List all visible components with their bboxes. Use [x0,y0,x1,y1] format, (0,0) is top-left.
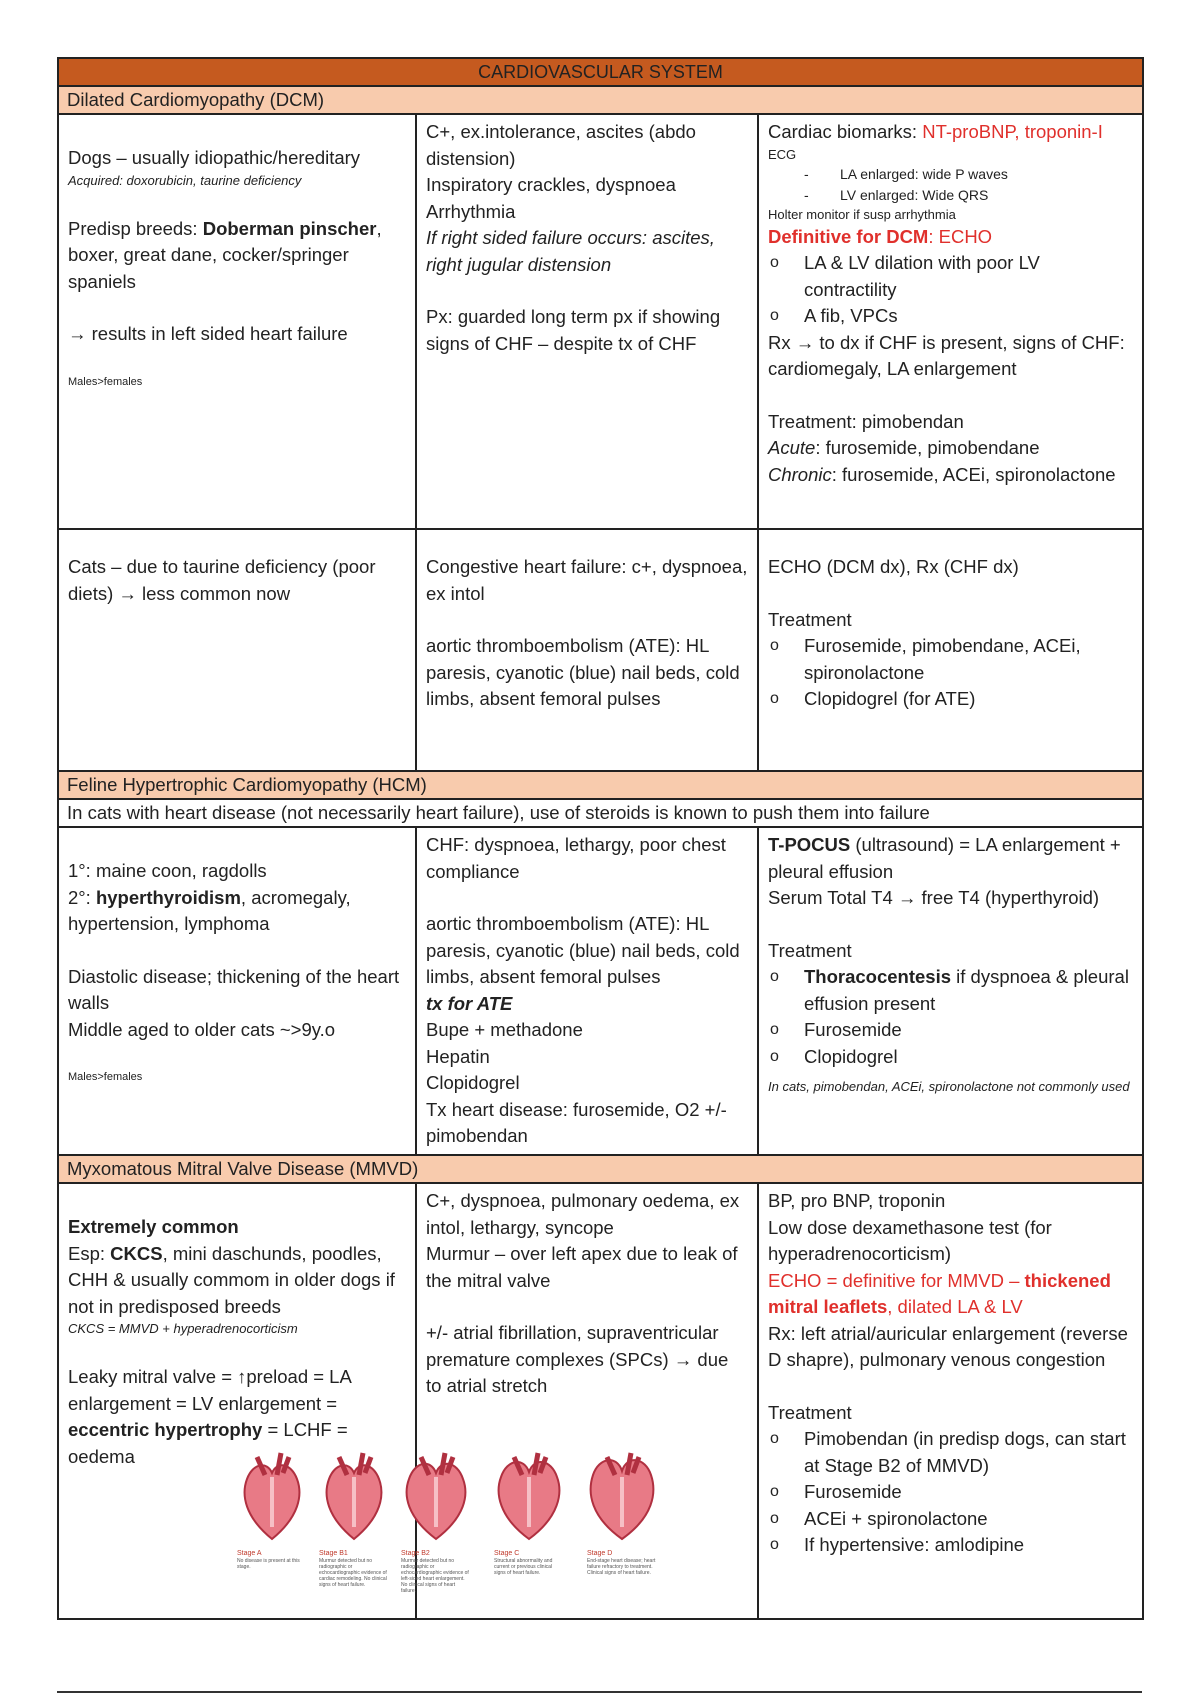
mmvd-rx: Rx: left atrial/auricular enlargement (reverse D shapre), pulmonary venous congestion [768,1322,1128,1370]
list-item: o Furosemide [768,1017,1133,1044]
hcm-signs [416,827,758,1155]
dcm-dog-breeds: Predisp breeds: Doberman pinscher, boxer, great dane, cocker/springer spaniels [68,217,382,292]
hcm-diagnosis [758,827,1143,1155]
heart-icon [587,1447,657,1542]
dcm-cat-etiology: Cats – due to taurine deficiency (poor diets) → less common now [68,556,376,604]
heart-icon [494,1447,564,1542]
list-item: o Thoracocentesis if dyspnoea & pleural effusion present [768,964,1133,1017]
mmvd-tx-list [768,1426,1133,1559]
hcm-tx-ate-3: Clopidogrel [426,1072,520,1093]
hcm-chf: CHF: dyspnoea, lethargy, poor chest compliance [426,834,726,882]
hcm-tx-ate-2: Hepatin [426,1045,490,1067]
dcm-dog-signs1: C+, ex.intolerance, ascites (abdo distension) [426,121,696,169]
list-item: o LA & LV dilation with poor LV contractility [768,250,1133,303]
dcm-holter: Holter monitor if susp arrhythmia [768,206,956,222]
stage-label: Stage A [237,1550,262,1557]
dcm-dog-prognosis: Px: guarded long term px if showing signs of CHF – despite tx of CHF [426,306,721,354]
dcm-cat-chf: Congestive heart failure: c+, dyspnoea, ex intol [426,556,748,604]
stage-heart-d [587,1447,657,1576]
dcm-dog-result: → results in left sided heart failure [68,323,348,344]
dcm-acute: Acute: furosemide, pimobendane [768,437,1040,458]
heart-icon [237,1447,307,1542]
section-heading-dcm: Dilated Cardiomyopathy (DCM) [58,86,1143,114]
dcm-dog-signs4: If right sided failure occurs: ascites, right jugular distension [426,227,715,275]
hcm-cat-note: In cats, pimobendan, ACEi, spironolactone not commonly used [768,1079,1130,1094]
list-item: o If hypertensive: amlodipine [768,1532,1133,1559]
section-heading-hcm: Feline Hypertrophic Cardiomyopathy (HCM) [58,771,1143,799]
mmvd-dx1: BP, pro BNP, troponin [768,1190,946,1211]
dcm-cat-ate: aortic thromboembolism (ATE): HL paresis, cyanotic (blue) nail beds, cold limbs, absent femoral pulses [426,635,740,709]
hcm-tx-ate-1: Bupe + methadone [426,1019,583,1040]
mmvd-leaky: Leaky mitral valve = ↑preload = LA enlargement = LV enlargement = eccentric hypertrophy = LCHF = oedema [68,1366,351,1467]
dcm-dogs-signs [416,114,758,529]
hcm-age: Middle aged to older cats ~>9y.o [68,1018,336,1040]
mmvd-signs2: Murmur – over left apex due to leak of the mitral valve [426,1243,738,1291]
dcm-cat-treatment: Treatment [768,608,852,630]
dcm-ecg-list [768,164,1133,206]
dcm-cats-signalment [58,529,416,771]
mmvd-stage-illustrations [237,1447,777,1617]
dcm-biomarkers: Cardiac biomarks: NT-proBNP, troponin-I [768,121,1103,142]
mmvd-esp: Esp: CKCS, mini daschunds, poodles, CHH & usually commom in older dogs if not in predisposed breeds [68,1242,395,1317]
mmvd-common: Extremely common [68,1216,239,1237]
hcm-tpocus: T-POCUS (ultrasound) = LA enlargement + pleural effusion [768,834,1121,882]
hcm-tx-list [768,964,1133,1070]
mmvd-dx2: Low dose dexamethasone test (for hyperadrenocorticism) [768,1216,1052,1264]
stage-heart-c [494,1447,564,1576]
stage-caption: Murmur detected but no radiographic or echocardiographic evidence of left-sided heart enlargement. No clinical signs of heart failure. [401,1558,469,1594]
page-title: CARDIOVASCULAR SYSTEM [58,58,1143,86]
dcm-dog-acquired: Acquired: doxorubicin, taurine deficiency [68,172,302,188]
mmvd-treatment: Treatment [768,1401,852,1423]
list-item: o Clopidogrel [768,1044,1133,1071]
dcm-rx: Rx → to dx if CHF is present, signs of CHF: cardiomegaly, LA enlargement [768,331,1125,379]
mmvd-echo: ECHO = definitive for MMVD – thickened mitral leaflets, dilated LA & LV [768,1269,1111,1317]
list-item: o Furosemide [768,1479,1133,1506]
list-item: o ACEi + spironolactone [768,1506,1133,1533]
hcm-treatment: Treatment [768,939,852,961]
list-item: - LA enlarged: wide P waves [768,164,1133,185]
stage-caption: Murmur detected but no radiographic or echocardiographic evidence of cardiac remodeling. No clinical signs of heart failure. [319,1558,387,1588]
hcm-serum: Serum Total T4 → free T4 (hyperthyroid) [768,887,1100,908]
hcm-signalment [58,827,416,1155]
stage-label: Stage B2 [401,1550,430,1557]
dcm-cats-diagnosis [758,529,1143,771]
mmvd-diagnosis [758,1183,1143,1619]
dcm-cat-dx: ECHO (DCM dx), Rx (CHF dx) [768,556,1019,577]
stage-heart-b2 [401,1447,471,1594]
hcm-tx-heart: Tx heart disease: furosemide, O2 +/- pimobendan [426,1098,727,1146]
stage-caption: Structural abnormality and current or previous clinical signs of heart failure. [494,1558,553,1576]
stage-label: Stage C [494,1550,520,1557]
stage-caption: End-stage heart disease; heart failure refractory to treatment. Clinical signs of heart failure. [587,1558,656,1576]
dcm-ecg: ECG [768,146,797,162]
dcm-dog-sex: Males>females [68,375,143,388]
dcm-dog-signs3: Arrhythmia [426,200,516,222]
hcm-primary: 1°: maine coon, ragdolls [68,860,267,881]
stage-label: Stage B1 [319,1550,348,1557]
hcm-diastolic: Diastolic disease; thickening of the heart walls [68,965,400,1013]
list-item: o Furosemide, pimobendane, ACEi, spironolactone [768,633,1133,686]
dcm-cat-tx-list [768,633,1133,713]
dcm-echo-list [768,250,1133,330]
dcm-definitive: Definitive for DCM: ECHO [768,225,993,247]
mmvd-ckcs: CKCS = MMVD + hyperadrenocorticism [68,1321,298,1336]
dcm-dog-signs2: Inspiratory crackles, dyspnoea [426,174,676,195]
mmvd-signs3: +/- atrial fibrillation, supraventricular premature complexes (SPCs) → due to atrial stretch [426,1322,729,1396]
hcm-steroid-note: In cats with heart disease (not necessarily heart failure), use of steroids is known to push them into failure [58,799,1143,827]
stage-heart-a [237,1447,307,1570]
hcm-ate: aortic thromboembolism (ATE): HL paresis, cyanotic (blue) nail beds, cold limbs, absent femoral pulses [426,913,740,987]
stage-label: Stage D [587,1550,613,1557]
dcm-cats-signs [416,529,758,771]
list-item: o Pimobendan (in predisp dogs, can start at Stage B2 of MMVD) [768,1426,1133,1479]
page-footer-rule [57,1691,1142,1693]
list-item: o Clopidogrel (for ATE) [768,686,1133,713]
hcm-sex: Males>females [68,1071,143,1083]
dcm-dog-etiology: Dogs – usually idiopathic/hereditary [68,147,361,168]
section-heading-mmvd: Myxomatous Mitral Valve Disease (MMVD) [58,1155,1143,1183]
hcm-secondary: 2°: hyperthyroidism, acromegaly, hypertension, lymphoma [68,886,351,934]
hcm-tx-ate: tx for ATE [426,992,513,1014]
notes-table [57,57,1144,1620]
cardio-sheet [57,57,1142,1620]
dcm-dogs-diagnosis [758,114,1143,529]
dcm-treatment: Treatment: pimobendan [768,410,964,432]
heart-icon [401,1447,471,1542]
stage-caption: No disease is present at this stage. [237,1558,300,1570]
stage-heart-b1 [319,1447,389,1588]
list-item: o A fib, VPCs [768,303,1133,330]
dcm-chronic: Chronic: furosemide, ACEi, spironolactone [768,463,1116,485]
list-item: - LV enlarged: Wide QRS [768,185,1133,206]
dcm-dogs-signalment [58,114,416,529]
mmvd-signs1: C+, dyspnoea, pulmonary oedema, ex intol, lethargy, syncope [426,1190,740,1238]
heart-icon [319,1447,389,1542]
